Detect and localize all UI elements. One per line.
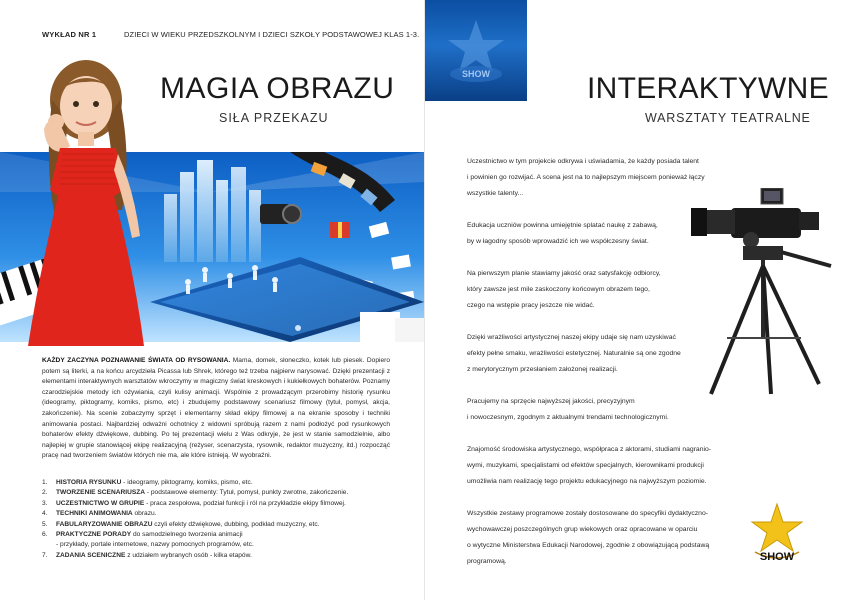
list-item xyxy=(42,488,402,498)
list-item xyxy=(42,520,402,530)
list-text: - podstawowe elementy: Tytuł, pomysł, punkty zwrotne, zakończenie. xyxy=(145,489,349,497)
paragraph: Na pierwszym planie stawiamy jakość oraz satysfakcję odbiorcy, który zawsze jest mile zaskoczony końcowym obrazem tego, czego na wstępie pracy jeszcze nie widać. xyxy=(467,270,661,309)
audience-label: DZIECI W WIEKU PRZEDSZKOLNYM I DZIECI SZKOŁY PODSTAWOWEJ KLAS 1-3. xyxy=(124,30,420,39)
page-title: MAGIA OBRAZU xyxy=(160,72,395,105)
list-number xyxy=(42,540,56,550)
show-logo-icon xyxy=(747,502,807,572)
list-number: 3. xyxy=(42,499,48,507)
list-text: obrazu. xyxy=(132,510,157,518)
intro-paragraph xyxy=(42,356,390,462)
paragraph: Znajomość środowiska artystycznego, współpraca z aktorami, studiami nagranio- wymi, muzykami, specjalistami od efektów specjalnych, kierownikami produkcji umożliwia nam realizację tego projektu edukacyjnego na najwyższym poziomie. xyxy=(467,446,712,485)
show-logo-banner xyxy=(425,0,527,101)
list-item xyxy=(42,540,402,550)
page-subtitle: SIŁA PRZEKAZU xyxy=(219,111,329,125)
page-title: INTERAKTYWNE xyxy=(587,72,829,105)
film-camera-icon xyxy=(691,188,841,398)
list-text: - praca zespołowa, podział funkcji i ról na przykładzie ekipy filmowej. xyxy=(144,499,346,507)
list-heading: HISTORIA RYSUNKU xyxy=(56,479,122,486)
paragraph: Pracujemy na sprzęcie najwyższej jakości, precyzyjnym i nowoczesnym, zgodnym z aktualnymi trendami technologicznymi. xyxy=(467,398,669,421)
logo-text: SHOW xyxy=(462,69,490,79)
right-page xyxy=(424,0,848,600)
paragraph: Edukacja uczniów powinna umiejętnie splatać naukę z zabawą, by w łagodny sposób wprowadzić ich we współczesny świat. xyxy=(467,222,658,245)
list-item xyxy=(42,499,402,509)
list-heading: UCZESTNICTWO W GRUPIE xyxy=(56,499,145,507)
list-heading: FABULARYZOWANIE OBRAZU xyxy=(56,520,153,528)
list-number: 7. xyxy=(42,551,48,559)
lecture-label: WYKŁAD NR 1 xyxy=(42,30,97,39)
list-item xyxy=(42,478,402,488)
list-heading: TWORZENIE SCENARIUSZA xyxy=(56,489,146,497)
list-item xyxy=(42,530,402,540)
star-logo-icon xyxy=(425,0,527,101)
list-heading: TECHNIKI ANIMOWANIA xyxy=(56,510,133,518)
list-item xyxy=(42,551,402,561)
list-heading: ZADANIA SCENICZNE xyxy=(56,551,126,559)
list-number: 5. xyxy=(42,520,48,528)
list-text: do samodzielnego tworzenia animacji xyxy=(131,531,243,539)
list-text: - przykłady, portale internetowe, nazwy pomocnych programów, etc. xyxy=(56,541,254,549)
paragraph: Uczestnictwo w tym projekcie odkrywa i uświadamia, że każdy posiada talent i powinien go rozwijać. A scena jest na to najlepszym miejscem ponieważ łączy wszystkie talenty... xyxy=(467,158,705,197)
list-item xyxy=(42,509,402,519)
page-subtitle: WARSZTATY TEATRALNE xyxy=(645,111,811,125)
girl-photo xyxy=(22,60,202,346)
list-text: - ideogramy, piktogramy, komiks, pismo, etc. xyxy=(121,479,253,486)
paragraph: Wszystkie zestawy programowe zostały dostosowane do specyfiki dydaktyczno- wychowawczej poszczególnych grup wiekowych oraz opracowane w oparciu o wytyczne Ministerstwa Edukacji Narodowej, zgodnie z obowiązującą podstawą programową. xyxy=(467,510,710,565)
list-number: 6. xyxy=(42,531,48,539)
lecture-topics-list xyxy=(42,478,402,561)
list-number: 2. xyxy=(42,489,48,497)
intro-lead: KAŻDY ZACZYNA POZNAWANIE ŚWIATA OD RYSOWANIA. xyxy=(42,357,231,364)
list-number: 4. xyxy=(42,510,48,518)
show-logo-text: SHOW xyxy=(759,551,795,563)
list-text: czyli efekty dźwiękowe, dubbing, podkład muzyczny, etc. xyxy=(152,520,320,528)
paragraph: Dzięki wrażliwości artystycznej naszej ekipy udaje się nam uzyskiwać efekty pełne smaku, wrażliwości estetycznej. Naturalnie są one zgodne z merytorycznym przesłaniem założonej realizacji. xyxy=(467,334,681,373)
list-text: z udziałem wybranych osób - kilka etapów. xyxy=(125,551,252,559)
intro-body: Mama, domek, słoneczko, kotek lub piesek. Dopiero potem są literki, a na końcu arcydzieła Picassa lub Shrek, którego też trzeba najpierw narysować. Dzięki prezentacji z elementami interaktywnych warsztatów wkroczymy w magiczny świat kreskowych i kukiełkowych bohaterów. Poznamy czarodziejskie metody ich ożywiania, czyli kulisy animacji. Wspólnie z prowadzącym przerobimy historię rysunku (ideogramy, piktogramy, komiks, pismo, etc) i zbudujemy podstawowy scenariusz filmowy (tytuł, pomysł, akcja, zakończenie). Na scenie zobaczymy sprzęt i elementarny skład ekipy filmowej a na ekranie sposoby i techniki animowania postaci. Najbardziej odważni ochotnicy z widowni spróbują razem z nami podłożyć pod rysunkowych bohaterów efekty dźwiękowe, dubbing. Po tej prezentacji wielu z Was odkryje, że jest w stanie samodzielnie, albo najlepiej w grupie stanowiącej ekipę realizacyjną (reżyser, scenarzysta, rysownik, redaktor muzyczny, itd.) rozpocząć pracę nad tworzeniem światów których nie ma, ale które istnieją. W wyobraźni. xyxy=(42,357,390,460)
list-number: 1. xyxy=(42,479,48,486)
list-heading: PRAKTYCZNE PORADY xyxy=(56,531,132,539)
